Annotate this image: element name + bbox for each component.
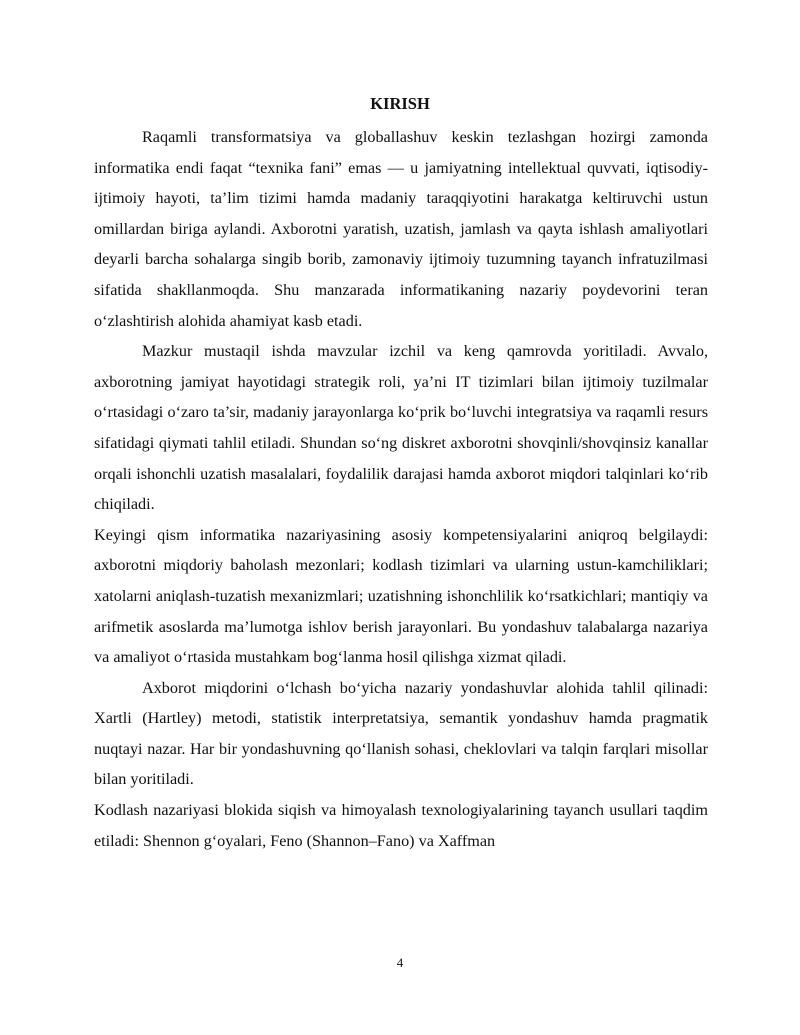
paragraph-measurement: Axborot miqdorini o‘lchash bo‘yicha nazariy yondashuvlar alohida tahlil qilinadi: Xartli (Hartley) metodi, statistik interpretatsiya, semantik yondashuv hamda pragmatik nuqtayi nazar. Har bir yondashuvning qo‘llanish sohasi, cheklovlari va talqin farqlari misollar bilan yoritiladi. <box>94 678 708 789</box>
paragraph-competencies: Keyingi qism informatika nazariyasining asosiy kompetensiyalarini aniqroq belgilaydi: axborotni miqdoriy baholash mezonlari; kodlash tizimlari va ularning ustun-kamchiliklari; xatolarni aniqlash-tuzatish mexanizmlari; uzatishning ishonchlilik ko‘rsatkichlari; mantiqiy va arifmetik asoslarda ma’lumotga ishlov berish jarayonlari. Bu yondashuv talabalarga nazariya va amaliyot o‘rtasida mustahkam bog‘lanma hosil qilishga xizmat qiladi. <box>94 525 708 667</box>
body-text <box>94 122 708 856</box>
paragraph-scope: Mazkur mustaqil ishda mavzular izchil va keng qamrovda yoritiladi. Avvalo, axborotning jamiyat hayotidagi strategik roli, ya’ni IT tizimlari bilan ijtimoiy tuzilmalar o‘rtasidagi o‘zaro ta’sir, madaniy jarayonlarga ko‘prik bo‘luvchi integratsiya va raqamli resurs sifatidagi qiymati tahlil etiladi. Shundan so‘ng diskret axborotni shovqinli/shovqinsiz kanallar orqali ishonchli uzatish masalalari, foydalilik darajasi hamda axborot miqdori talqinlari ko‘rib chiqiladi. <box>94 342 708 514</box>
page-title: KIRISH <box>370 94 430 113</box>
paragraph-coding: Kodlash nazariyasi blokida siqish va himoyalash texnologiyalarining tayanch usullari taqdim etiladi: Shennon g‘oyalari, Feno (Shannon–Fano) va Xaffman <box>94 801 708 850</box>
paragraph-intro: Raqamli transformatsiya va globallashuv keskin tezlashgan hozirgi zamonda informatika endi faqat “texnika fani” emas — u jamiyatning intellektual quvvati, iqtisodiy-ijtimoiy hayoti, ta’lim tizimi hamda madaniy taraqqiyotini harakatga keltiruvchi ustun omillardan biriga aylandi. Axborotni yaratish, uzatish, jamlash va qayta ishlash amaliyotlari deyarli barcha sohalarga singib borib, zamonaviy ijtimoiy tuzumning tayanch infratuzilmasi sifatida shakllanmoqda. Shu manzarada informatikaning nazariy poydevorini teran o‘zlashtirish alohida ahamiyat kasb etadi. <box>94 128 708 330</box>
page-number: 4 <box>396 955 404 970</box>
